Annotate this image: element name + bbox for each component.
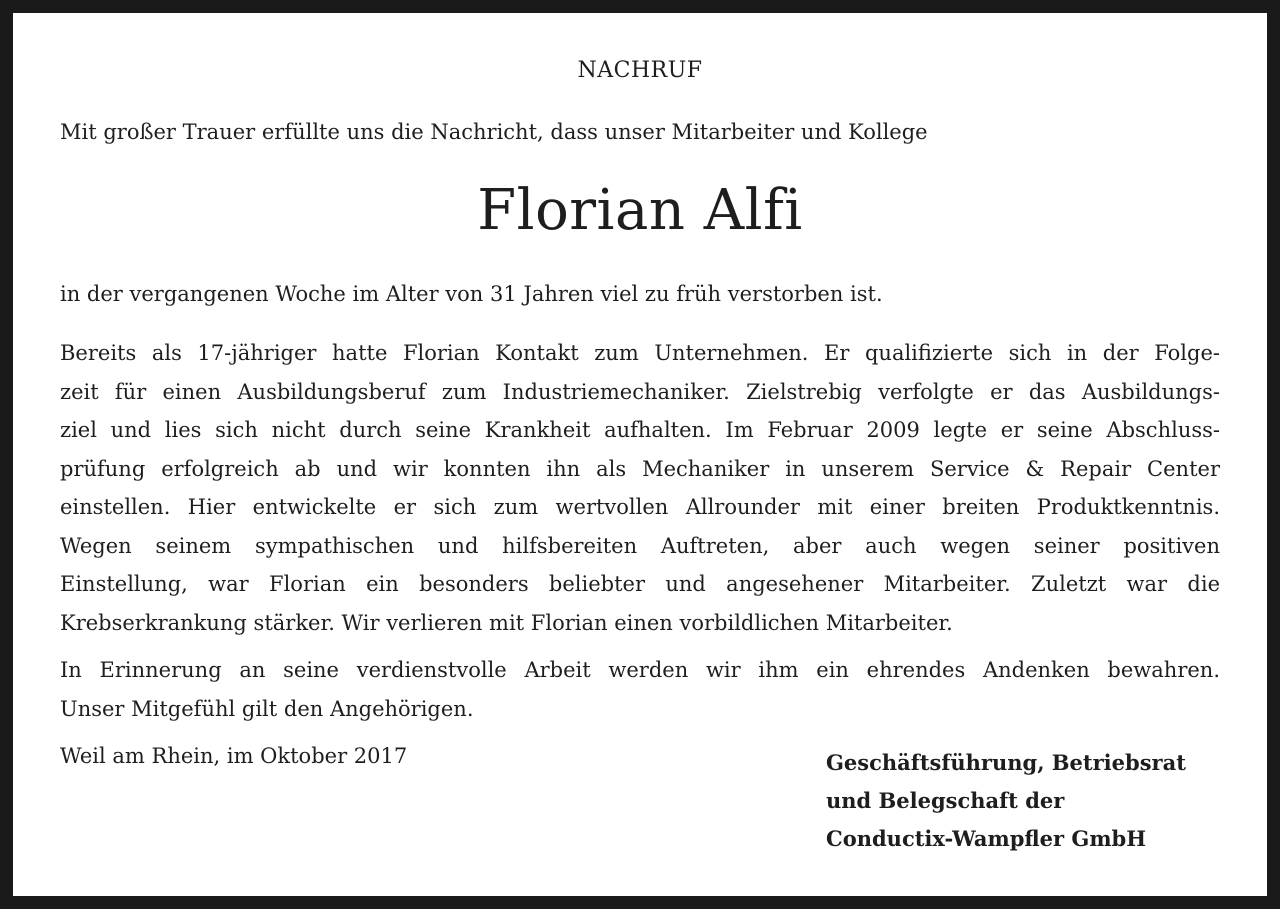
notice-heading: NACHRUF bbox=[577, 58, 703, 83]
closing-line: In Erinnerung an seine verdienstvolle Arbeit werden wir ihm ein ehrendes Andenken bewahren. bbox=[60, 658, 1220, 682]
place-and-date: Weil am Rhein, im Oktober 2017 bbox=[60, 744, 408, 768]
biography-line: Bereits als 17-jähriger hatte Florian Kontakt zum Unternehmen. Er qualifizierte sich in der Folge- bbox=[60, 341, 1220, 365]
death-notice-text: in der vergangenen Woche im Alter von 31 Jahren viel zu früh verstorben ist. bbox=[60, 282, 883, 306]
biography-line: prüfung erfolgreich ab und wir konnten ihn als Mechaniker in unserem Service & Repair Center bbox=[60, 456, 1220, 481]
biography-line: Krebserkrankung stärker. Wir verlieren mit Florian einen vorbildlichen Mitarbeiter. bbox=[60, 610, 953, 635]
biography-paragraph bbox=[60, 334, 1220, 642]
biography-line: zeit für einen Ausbildungsberuf zum Industriemechaniker. Zielstrebig verfolgte er das Ausbildungs- bbox=[60, 379, 1220, 404]
signature-block bbox=[826, 744, 1186, 858]
biography-line: ziel und lies sich nicht durch seine Krankheit aufhalten. Im Februar 2009 legte er seine Abschluss- bbox=[60, 418, 1220, 442]
closing-paragraph bbox=[60, 651, 1220, 728]
deceased-name: Florian Alfi bbox=[477, 178, 803, 243]
closing-line: Unser Mitgefühl gilt den Angehörigen. bbox=[60, 696, 474, 721]
intro-text: Mit großer Trauer erfüllte uns die Nachricht, dass unser Mitarbeiter und Kollege bbox=[60, 120, 928, 144]
signature-line: Conductix-Wampfler GmbH bbox=[826, 826, 1147, 851]
biography-line: Wegen seinem sympathischen und hilfsbereiten Auftreten, aber auch wegen seiner positiven bbox=[60, 533, 1220, 558]
biography-line: einstellen. Hier entwickelte er sich zum wertvollen Allrounder mit einer breiten Produktkenntnis. bbox=[60, 495, 1220, 519]
signature-line: und Belegschaft der bbox=[826, 788, 1065, 813]
signature-line: Geschäftsführung, Betriebsrat bbox=[826, 750, 1186, 775]
biography-line: Einstellung, war Florian ein besonders beliebter und angesehener Mitarbeiter. Zuletzt war die bbox=[60, 572, 1220, 596]
